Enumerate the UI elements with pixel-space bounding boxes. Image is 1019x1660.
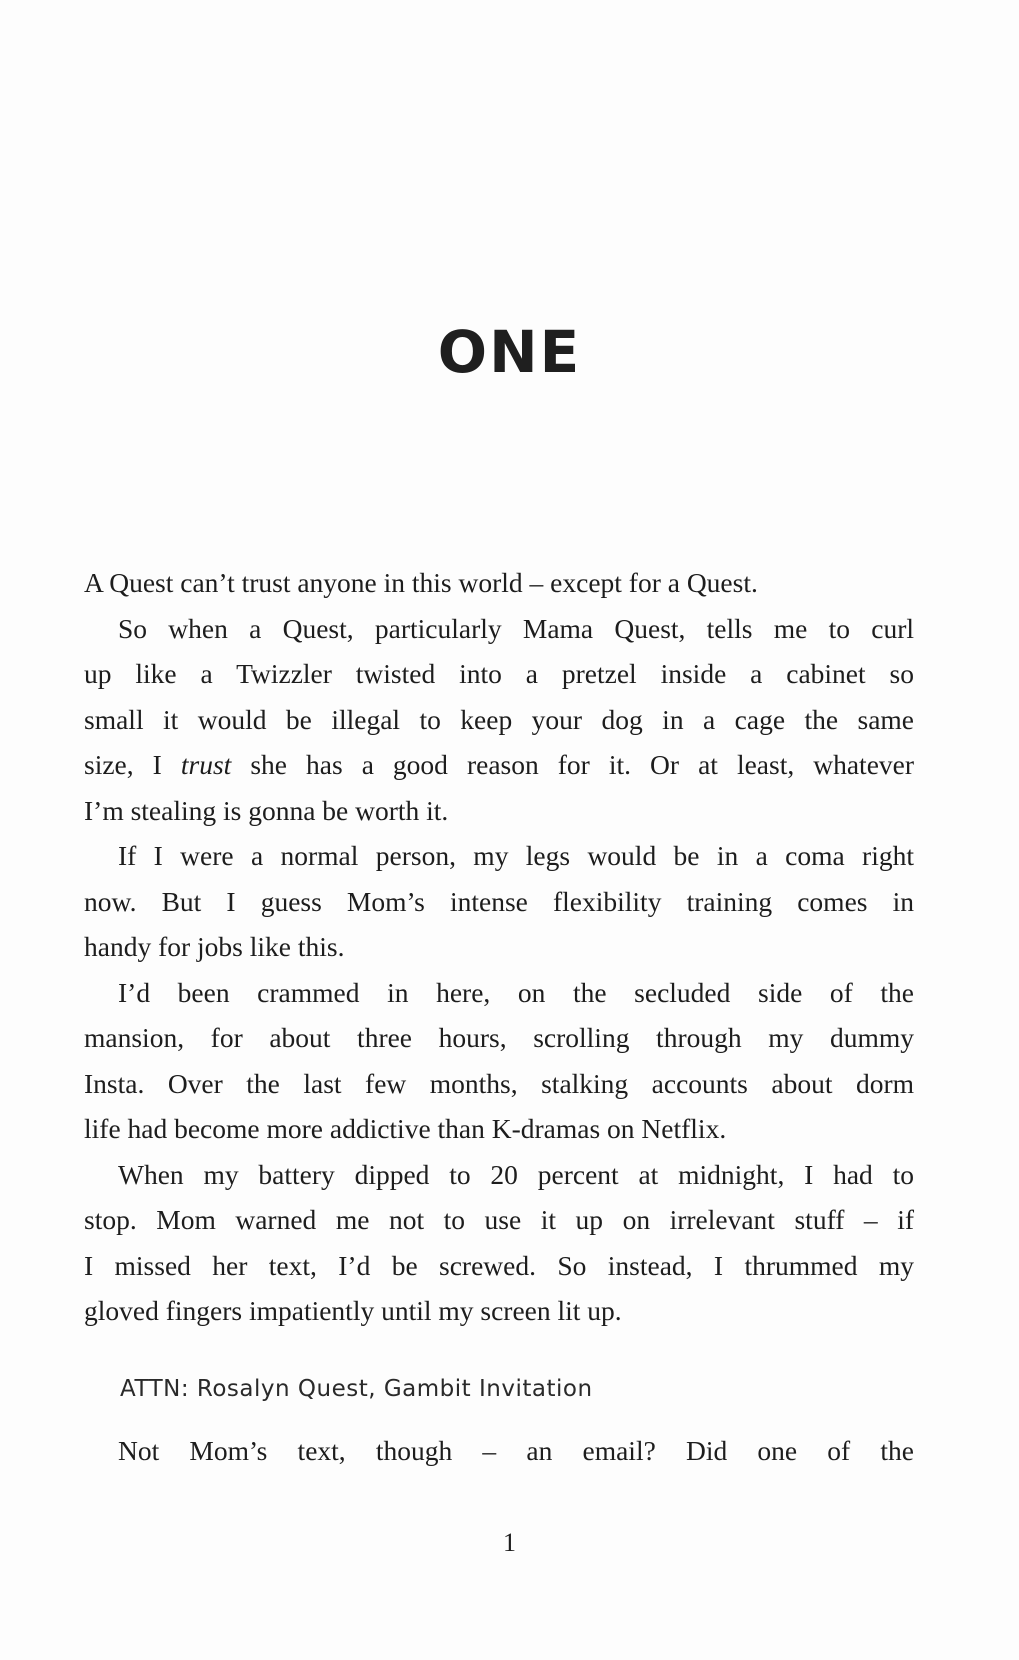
paragraph-line: stop. Mom warned me not to use it up on irrelevant stuff – if — [84, 1204, 914, 1235]
body-text-continued — [84, 1428, 914, 1474]
paragraph-line: Insta. Over the last few months, stalking accounts about dorm — [84, 1067, 914, 1099]
paragraph-line: gloved fingers impatiently until my screen lit up. — [84, 1295, 622, 1326]
paragraph-line: I missed her text, I’d be screwed. So instead, I thrummed my — [84, 1249, 914, 1281]
page-number: 1 — [503, 1528, 516, 1557]
paragraph-line: small it would be illegal to keep your dog in a cage the same — [84, 703, 914, 735]
paragraph-line: So when a Quest, particularly Mama Quest, tells me to curl — [118, 612, 914, 644]
line-segment: she has a good reason for it. Or at least, whatever — [250, 749, 915, 780]
paragraph-line: handy for jobs like this. — [84, 931, 345, 962]
paragraph-line: When my battery dipped to 20 percent at midnight, I had to — [118, 1158, 914, 1190]
paragraph-line: Not Mom’s text, though – an email? Did one of the — [118, 1435, 914, 1466]
emphasis-text: trust — [180, 749, 232, 780]
email-subject-line: ATTN: Rosalyn Quest, Gambit Invitation — [120, 1376, 593, 1402]
paragraph-line: life had become more addictive than K-dramas on Netflix. — [84, 1113, 727, 1144]
paragraph-line: If I were a normal person, my legs would be in a coma right — [118, 840, 914, 871]
body-text — [84, 560, 914, 1334]
paragraph-line — [84, 742, 914, 788]
paragraph-line: up like a Twizzler twisted into a pretzel inside a cabinet so — [84, 658, 914, 689]
paragraph-line: A Quest can’t trust anyone in this world – except for a Quest. — [84, 567, 758, 598]
paragraph-line: I’d been crammed in here, on the secluded side of the — [118, 976, 914, 1008]
paragraph-line: now. But I guess Mom’s intense flexibility training comes in — [84, 885, 914, 917]
chapter-title: ONE — [437, 318, 582, 386]
paragraph-line: mansion, for about three hours, scrolling through my dummy — [84, 1022, 914, 1053]
line-segment: size, I — [84, 749, 162, 780]
paragraph-line: I’m stealing is gonna be worth it. — [84, 794, 449, 826]
